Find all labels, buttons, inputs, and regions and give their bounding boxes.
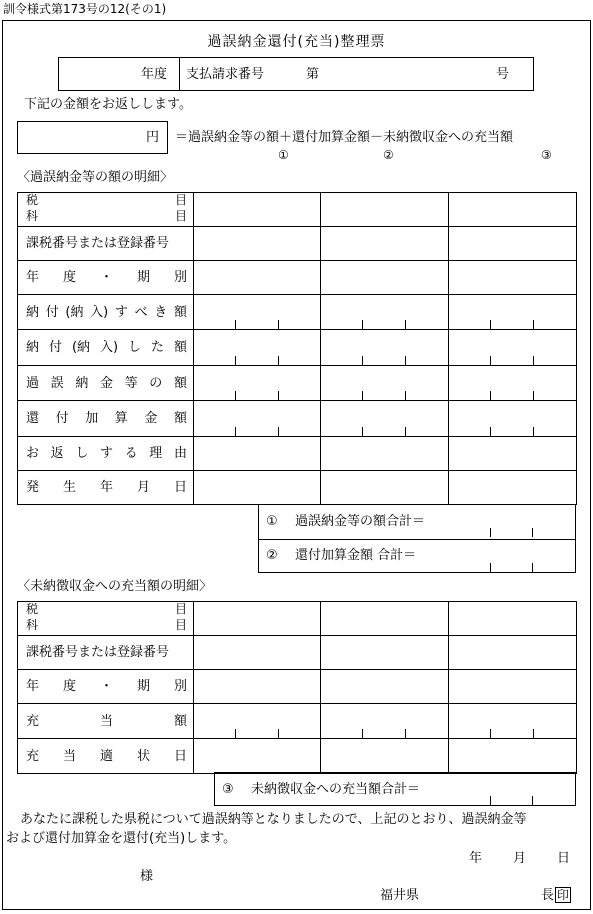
digit-separator-tick <box>533 356 534 365</box>
table-cell[interactable] <box>321 739 449 774</box>
digit-separator-tick <box>235 427 236 436</box>
overpayment-detail-table <box>17 192 577 505</box>
header-box <box>58 57 534 91</box>
date-day: 日 <box>557 851 571 866</box>
amount-box <box>17 121 168 154</box>
row-label: 年 度 ・ 期 別 <box>26 270 187 285</box>
amount-cell[interactable] <box>449 330 577 366</box>
digit-separator-tick <box>235 729 236 738</box>
table-cell[interactable] <box>449 602 577 636</box>
amount-cell[interactable] <box>321 704 449 739</box>
sama-label: 様 <box>140 869 154 884</box>
row-label: 年 度 ・ 期 別 <box>26 679 187 694</box>
amount-cell[interactable] <box>194 295 321 330</box>
form-id: 訓令様式第173号の12(その1) <box>3 2 167 16</box>
date-year: 年 <box>469 851 483 866</box>
section2-title: 〈未納徴収金への充当額の明細〉 <box>17 579 213 594</box>
table-cell[interactable] <box>194 636 321 670</box>
table-row <box>18 636 577 670</box>
digit-separator-tick <box>278 320 279 329</box>
row-label: 充 当 適 状 日 <box>26 748 187 764</box>
dai-label: 第 <box>306 67 320 82</box>
total3-label: 未納徴収金への充当額合計＝ <box>251 782 421 797</box>
marker-3: ③ <box>541 148 552 162</box>
row-label: 過 誤 納 金 等 の 額 <box>26 375 187 391</box>
digit-separator-tick <box>235 320 236 329</box>
table-cell[interactable] <box>321 227 449 261</box>
table-row <box>18 366 577 401</box>
row-label: 充 当 額 <box>26 713 187 729</box>
section1-title: 〈過誤納金等の額の明細〉 <box>17 170 174 185</box>
total1-num: ① <box>266 514 278 529</box>
row-label: 還 付 加 算 金 額 <box>26 411 187 426</box>
row-label: お 返 し す る 理 由 <box>26 446 187 461</box>
digit-separator-tick <box>235 356 236 365</box>
chou-label: 長 <box>541 888 555 903</box>
allocation-detail-table <box>17 601 577 774</box>
table-cell[interactable] <box>194 739 321 774</box>
table-row <box>18 261 577 295</box>
digit-separator-tick <box>362 320 363 329</box>
table-cell[interactable] <box>449 636 577 670</box>
row-label: 課税番号または登録番号 <box>26 645 170 660</box>
total2-num: ② <box>266 548 278 563</box>
digit-separator-tick <box>533 391 534 400</box>
table-cell[interactable] <box>321 193 449 227</box>
table-cell[interactable] <box>449 437 577 471</box>
table-cell[interactable] <box>321 261 449 295</box>
table-cell[interactable] <box>449 670 577 704</box>
go-label: 号 <box>496 67 510 82</box>
notice-line-2: および還付加算金を還付(充当)します。 <box>6 831 237 846</box>
digit-separator-tick <box>405 320 406 329</box>
amount-cell[interactable] <box>449 401 577 437</box>
table-cell[interactable] <box>194 437 321 471</box>
total2-label: 還付加算金額 合計＝ <box>295 548 417 563</box>
table-cell[interactable] <box>321 602 449 636</box>
notice-line-1: あなたに課税した県税について過誤納等となりましたので、上記のとおり、過誤納金等 <box>20 812 527 827</box>
table-row <box>18 193 577 227</box>
table-row <box>18 227 577 261</box>
digit-separator-tick <box>405 729 406 738</box>
row-label: 課税番号または登録番号 <box>26 236 170 251</box>
digit-separator-tick <box>278 427 279 436</box>
table-cell[interactable] <box>449 227 577 261</box>
amount-cell[interactable] <box>194 401 321 437</box>
table-cell[interactable] <box>194 261 321 295</box>
digit-separator-tick <box>533 320 534 329</box>
marker-2: ② <box>383 148 394 162</box>
table-row <box>18 295 577 330</box>
yen-label: 円 <box>146 130 160 145</box>
row-label: 発 生 年 月 日 <box>26 480 187 495</box>
digit-separator-tick <box>362 427 363 436</box>
table-row <box>18 602 577 636</box>
digit-separator-tick <box>490 391 491 400</box>
seal-stamp: 印 <box>557 888 570 902</box>
amount-cell[interactable] <box>194 704 321 739</box>
prefecture-label: 福井県 <box>380 888 420 903</box>
table-cell[interactable] <box>321 471 449 505</box>
digit-separator-tick <box>362 391 363 400</box>
table-row <box>18 437 577 471</box>
amount-cell[interactable] <box>321 295 449 330</box>
digit-separator-tick <box>405 391 406 400</box>
amount-cell[interactable] <box>194 366 321 401</box>
table-cell[interactable] <box>449 739 577 774</box>
table-row <box>18 704 577 739</box>
amount-formula: ＝過誤納金等の額＋還付加算金額－未納徴収金への充当額 <box>175 130 514 145</box>
table-cell[interactable] <box>321 670 449 704</box>
table-cell[interactable] <box>194 602 321 636</box>
marker-1: ① <box>278 148 289 162</box>
row-label: 納 付 (納 入) し た 額 <box>26 340 187 355</box>
digit-separator-tick <box>490 356 491 365</box>
amount-cell[interactable] <box>194 330 321 366</box>
zei-char: 税 <box>26 193 39 207</box>
amount-cell[interactable] <box>449 704 577 739</box>
digit-separator-tick <box>490 427 491 436</box>
table-cell[interactable] <box>321 636 449 670</box>
digit-separator-tick <box>278 391 279 400</box>
digit-separator-tick <box>362 356 363 365</box>
table-cell[interactable] <box>449 261 577 295</box>
form-title: 過誤納金還付(充当)整理票 <box>207 34 386 50</box>
totals-box <box>258 504 576 573</box>
table-cell[interactable] <box>194 670 321 704</box>
subject-label-cell: 税 目 科 目 <box>18 602 194 636</box>
row-label: 納 付 (納 入) す べ き 額 <box>26 304 187 320</box>
table-cell[interactable] <box>449 471 577 505</box>
total1-label: 過誤納金等の額合計＝ <box>295 514 426 529</box>
header-divider <box>179 58 180 90</box>
table-cell[interactable] <box>194 227 321 261</box>
digit-separator-tick <box>533 427 534 436</box>
table-cell[interactable] <box>321 437 449 471</box>
digit-separator-tick <box>490 320 491 329</box>
digit-separator-tick <box>405 427 406 436</box>
ka-char: 科 <box>26 209 39 223</box>
digit-separator-tick <box>278 729 279 738</box>
digit-separator-tick <box>235 391 236 400</box>
amount-cell[interactable] <box>449 295 577 330</box>
table-row <box>18 739 577 774</box>
order-number-label: 支払請求番号 <box>186 67 265 82</box>
total3-num: ③ <box>222 782 234 797</box>
amount-cell[interactable] <box>321 366 449 401</box>
total3-box <box>214 772 576 806</box>
digit-separator-tick <box>405 356 406 365</box>
table-row <box>18 401 577 437</box>
digit-separator-tick <box>362 729 363 738</box>
table-row <box>18 330 577 366</box>
digit-separator-tick <box>278 356 279 365</box>
amount-cell[interactable] <box>321 401 449 437</box>
table-cell[interactable] <box>194 471 321 505</box>
subject-label-cell <box>18 193 194 227</box>
intro-text: 下記の金額をお返しします。 <box>24 97 192 112</box>
amount-cell[interactable] <box>321 330 449 366</box>
amount-cell[interactable] <box>449 366 577 401</box>
table-cell[interactable] <box>449 193 577 227</box>
table-row <box>18 471 577 505</box>
table-cell[interactable] <box>194 193 321 227</box>
moku-char: 目 <box>174 209 187 223</box>
digit-separator-tick <box>533 729 534 738</box>
date-month: 月 <box>513 851 527 866</box>
year-label: 年度 <box>141 67 168 82</box>
table-row <box>18 670 577 704</box>
digit-separator-tick <box>490 729 491 738</box>
moku-char: 目 <box>174 193 187 207</box>
